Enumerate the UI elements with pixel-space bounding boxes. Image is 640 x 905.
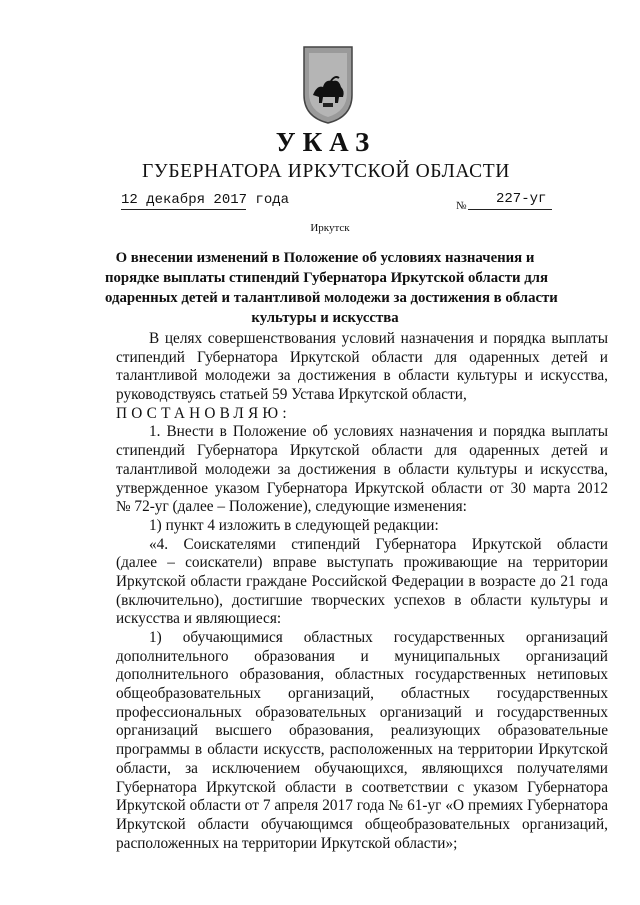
body-line: талантливой молодежи за достижения в области культуры и искусства,: [116, 460, 608, 478]
document-body: [116, 330, 608, 853]
body-line: Иркутской области граждане Российской Федерации в возрасте до 21 года: [116, 572, 608, 590]
document-title-line: одаренных детей и талантливой молодежи за достижения в области: [105, 290, 558, 306]
body-line: стипендий Губернатора Иркутской области для одаренных детей и: [116, 348, 608, 366]
document-title: [105, 248, 558, 328]
body-line: «4. Соискателями стипендий Губернатора Иркутской области: [149, 535, 608, 553]
body-line: Губернатора Иркутской области в соответствии с указом Губернатора: [116, 778, 608, 796]
date-underline: [121, 209, 246, 210]
number-underline: [468, 209, 552, 210]
coat-of-arms-icon: [301, 45, 355, 125]
body-line: профессиональных образовательных организаций и государственных: [116, 703, 608, 721]
body-line: искусства и являющиеся:: [116, 610, 282, 628]
document-date: 12 декабря 2017 года: [121, 192, 290, 208]
document-number: 227-уг: [496, 191, 547, 207]
body-line: утвержденное указом Губернатора Иркутской области от 30 марта 2012: [116, 479, 608, 497]
body-line: № 72-уг (далее – Положение), следующие изменения:: [116, 498, 467, 516]
document-title-line: порядке выплаты стипендий Губернатора Иркутской области для: [105, 270, 548, 286]
body-line: дополнительного образования, областных государственных нетиповых: [116, 666, 608, 684]
body-line: Иркутской области от 7 апреля 2017 года № 61-уг «О премиях Губернатора: [116, 797, 608, 815]
resolution-word: ПОСТАНОВЛЯЮ:: [116, 404, 291, 422]
document-title-line: культуры и искусства: [251, 310, 399, 326]
body-line: программы в области искусств, расположенных на территории Иркутской: [116, 741, 608, 759]
body-line: стипендий Губернатора Иркутской области для одаренных детей и: [116, 442, 608, 460]
body-line: талантливой молодежи за достижения в области культуры и искусства,: [116, 367, 608, 385]
city: Иркутск: [310, 222, 350, 234]
document-type-heading: УКАЗ: [275, 127, 377, 157]
body-line: Иркутской области обучающимся общеобразовательных организаций,: [116, 815, 608, 833]
body-line: общеобразовательных организаций, областных государственных: [116, 685, 608, 703]
body-line: (включительно), достигшие творческих успехов в области культуры и: [116, 591, 608, 609]
body-line: 1) пункт 4 изложить в следующей редакции:: [149, 516, 439, 534]
body-line: дополнительного образования и муниципальных организаций: [116, 647, 608, 665]
document-title-line: О внесении изменений в Положение об условиях назначения и: [115, 250, 535, 266]
body-line: 1) обучающимися областных государственных организаций: [149, 629, 608, 646]
body-line: расположенных на территории Иркутской области»;: [116, 834, 458, 852]
body-line: руководствуясь статьей 59 Устава Иркутской области,: [116, 386, 467, 404]
body-line: В целях совершенствования условий назначения и порядка выплаты: [149, 330, 608, 347]
body-line: области, за исключением обучающихся, являющихся получателями: [116, 759, 608, 777]
issuer-heading: ГУБЕРНАТОРА ИРКУТСКОЙ ОБЛАСТИ: [142, 161, 510, 182]
body-line: организаций высшего образования, реализующих образовательные: [116, 722, 608, 740]
body-line: 1. Внести в Положение об условиях назначения и порядка выплаты: [149, 423, 608, 441]
body-line: (далее – соискатели) вправе выступать проживающие на территории: [116, 554, 608, 572]
number-sign: №: [456, 200, 467, 212]
